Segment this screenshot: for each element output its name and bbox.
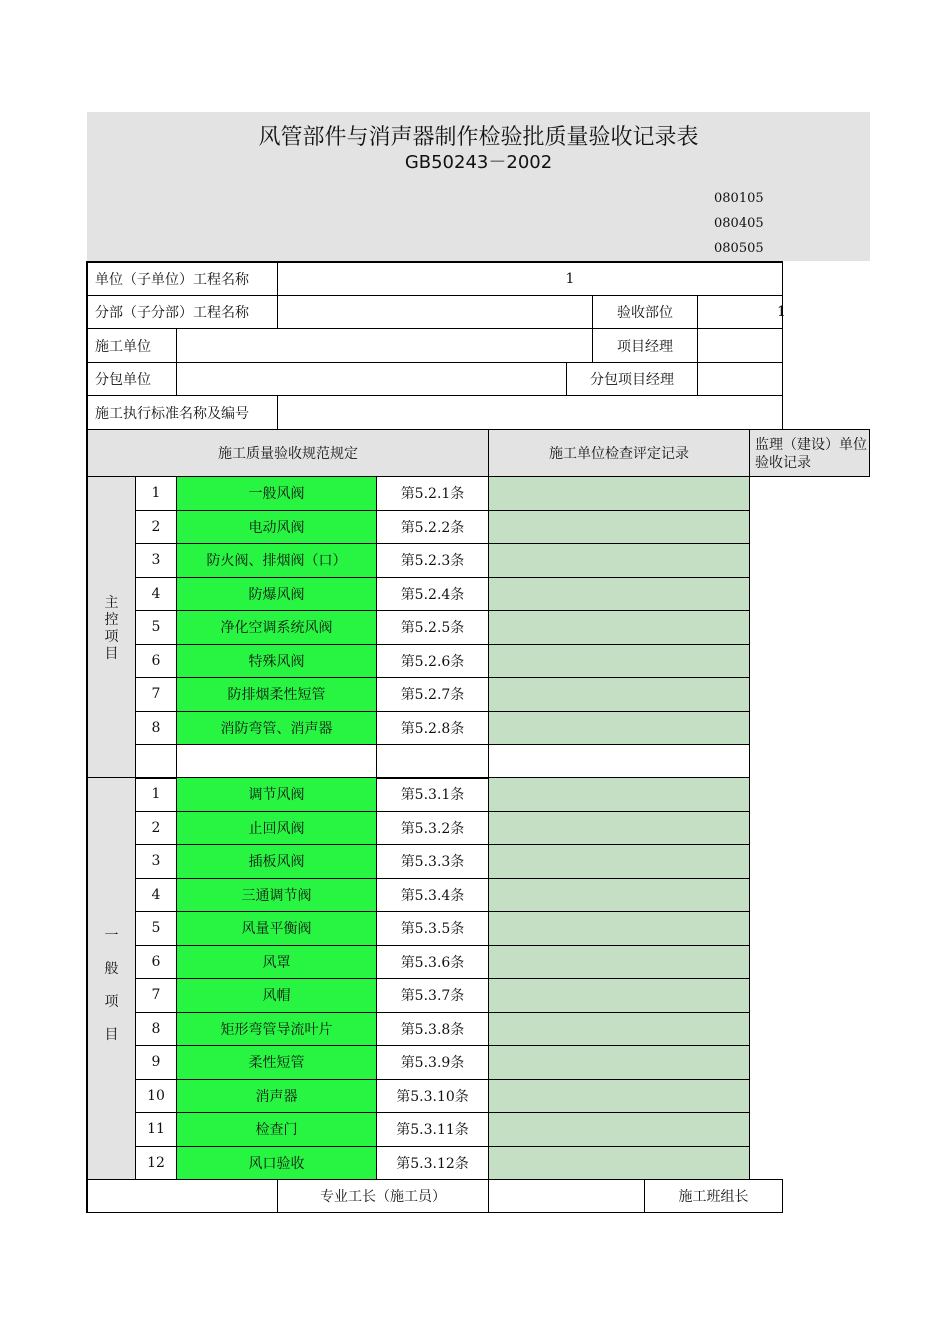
item-number: 4 <box>135 878 177 913</box>
item-name: 消声器 <box>176 1079 377 1114</box>
item-name <box>176 744 377 779</box>
item-name: 电动风阀 <box>176 510 377 545</box>
item-number: 6 <box>135 644 177 679</box>
item-name: 风量平衡阀 <box>176 911 377 946</box>
item-number: 7 <box>135 677 177 712</box>
item-clause: 第5.3.11条 <box>376 1112 489 1147</box>
item-clause: 第5.3.5条 <box>376 911 489 946</box>
item-number: 11 <box>135 1112 177 1147</box>
item-clause: 第5.3.10条 <box>376 1079 489 1114</box>
item-number: 4 <box>135 577 177 612</box>
construction-unit-label: 施工单位 <box>87 328 177 363</box>
item-number: 1 <box>135 777 177 812</box>
project-manager-label: 项目经理 <box>592 328 698 363</box>
item-clause: 第5.2.3条 <box>376 543 489 578</box>
item-clause: 第5.3.8条 <box>376 1012 489 1047</box>
subcontractor-label: 分包单位 <box>87 362 177 396</box>
item-clause: 第5.3.2条 <box>376 811 489 846</box>
item-record[interactable] <box>488 577 750 612</box>
item-clause: 第5.2.1条 <box>376 476 489 511</box>
sub-project-manager-label: 分包项目经理 <box>566 362 698 396</box>
form-code-2: 080405 <box>714 216 764 231</box>
item-record[interactable] <box>488 844 750 879</box>
item-name: 一般风阀 <box>176 476 377 511</box>
foreman-value[interactable] <box>488 1179 645 1213</box>
item-clause: 第5.2.2条 <box>376 510 489 545</box>
item-name: 插板风阀 <box>176 844 377 879</box>
standard-code: GB50243－2002 <box>404 152 553 173</box>
item-number: 6 <box>135 945 177 980</box>
item-name: 矩形弯管导流叶片 <box>176 1012 377 1047</box>
form-code-3: 080505 <box>714 241 764 256</box>
item-clause: 第5.3.4条 <box>376 878 489 913</box>
item-record[interactable] <box>488 978 750 1013</box>
sub-project-label: 分部（子分部）工程名称 <box>87 295 278 329</box>
item-record[interactable] <box>488 945 750 980</box>
unit-project-label: 单位（子单位）工程名称 <box>87 262 278 296</box>
item-record[interactable] <box>488 543 750 578</box>
item-record[interactable] <box>488 744 750 779</box>
supervisor-header: 监理（建设）单位验收记录 <box>749 429 870 477</box>
team-leader-label: 施工班组长 <box>644 1179 783 1213</box>
item-name: 风罩 <box>176 945 377 980</box>
item-name: 柔性短管 <box>176 1045 377 1080</box>
item-name: 防火阀、排烟阀（口） <box>176 543 377 578</box>
item-record[interactable] <box>488 878 750 913</box>
sub-project-manager-value[interactable] <box>697 362 783 396</box>
item-clause: 第5.3.3条 <box>376 844 489 879</box>
unit-project-value[interactable]: 1 <box>277 262 783 296</box>
item-number: 1 <box>135 476 177 511</box>
item-name: 消防弯管、消声器 <box>176 711 377 746</box>
footer-blank <box>87 1179 278 1213</box>
spec-header: 施工质量验收规范规定 <box>87 429 489 477</box>
item-record[interactable] <box>488 811 750 846</box>
item-name: 调节风阀 <box>176 777 377 812</box>
item-number: 8 <box>135 1012 177 1047</box>
item-number: 10 <box>135 1079 177 1114</box>
main-items-label: 主 控 项 目 <box>104 595 119 662</box>
item-record[interactable] <box>488 1012 750 1047</box>
item-name: 防排烟柔性短管 <box>176 677 377 712</box>
item-name: 三通调节阀 <box>176 878 377 913</box>
top-border <box>86 261 783 263</box>
item-clause: 第5.2.4条 <box>376 577 489 612</box>
item-name: 检查门 <box>176 1112 377 1147</box>
item-record[interactable] <box>488 510 750 545</box>
subcontractor-value[interactable] <box>176 362 567 396</box>
item-clause: 第5.3.6条 <box>376 945 489 980</box>
left-border <box>86 261 88 1213</box>
form-title: 风管部件与消声器制作检验批质量验收记录表 <box>258 125 699 150</box>
item-name: 净化空调系统风阀 <box>176 610 377 645</box>
item-number: 12 <box>135 1146 177 1181</box>
item-name: 风口验收 <box>176 1146 377 1181</box>
item-number: 5 <box>135 911 177 946</box>
item-number <box>135 744 177 779</box>
item-record[interactable] <box>488 911 750 946</box>
item-number: 3 <box>135 844 177 879</box>
item-record[interactable] <box>488 476 750 511</box>
item-clause: 第5.3.12条 <box>376 1146 489 1181</box>
item-name: 防爆风阀 <box>176 577 377 612</box>
item-number: 2 <box>135 510 177 545</box>
item-name: 止回风阀 <box>176 811 377 846</box>
item-number: 3 <box>135 543 177 578</box>
item-record[interactable] <box>488 1112 750 1147</box>
item-number: 7 <box>135 978 177 1013</box>
project-manager-value[interactable] <box>697 328 783 363</box>
inspection-part-label: 验收部位 <box>592 295 698 329</box>
item-name: 风帽 <box>176 978 377 1013</box>
item-record[interactable] <box>488 711 750 746</box>
item-record[interactable] <box>488 1146 750 1181</box>
item-clause: 第5.3.9条 <box>376 1045 489 1080</box>
item-record[interactable] <box>488 610 750 645</box>
item-record[interactable] <box>488 777 750 812</box>
inspection-part-value[interactable]: 1 <box>697 295 783 329</box>
item-clause <box>376 744 489 779</box>
item-number: 8 <box>135 711 177 746</box>
record-header: 施工单位检查评定记录 <box>488 429 750 477</box>
sub-project-value[interactable] <box>277 295 593 329</box>
item-clause: 第5.2.7条 <box>376 677 489 712</box>
item-clause: 第5.2.5条 <box>376 610 489 645</box>
item-number: 2 <box>135 811 177 846</box>
item-clause: 第5.3.7条 <box>376 978 489 1013</box>
item-clause: 第5.2.8条 <box>376 711 489 746</box>
item-record[interactable] <box>488 644 750 679</box>
item-number: 9 <box>135 1045 177 1080</box>
item-name: 特殊风阀 <box>176 644 377 679</box>
item-record[interactable] <box>488 1045 750 1080</box>
construction-unit-value[interactable] <box>176 328 593 363</box>
item-record[interactable] <box>488 677 750 712</box>
item-record[interactable] <box>488 1079 750 1114</box>
foreman-label: 专业工长（施工员） <box>277 1179 489 1213</box>
item-clause: 第5.3.1条 <box>376 777 489 812</box>
standard-label: 施工执行标准名称及编号 <box>87 395 278 430</box>
item-number: 5 <box>135 610 177 645</box>
item-clause: 第5.2.6条 <box>376 644 489 679</box>
general-items-label: 一 般 项 目 <box>104 928 119 1043</box>
form-code-1: 080105 <box>714 191 764 206</box>
standard-value[interactable] <box>277 395 783 430</box>
